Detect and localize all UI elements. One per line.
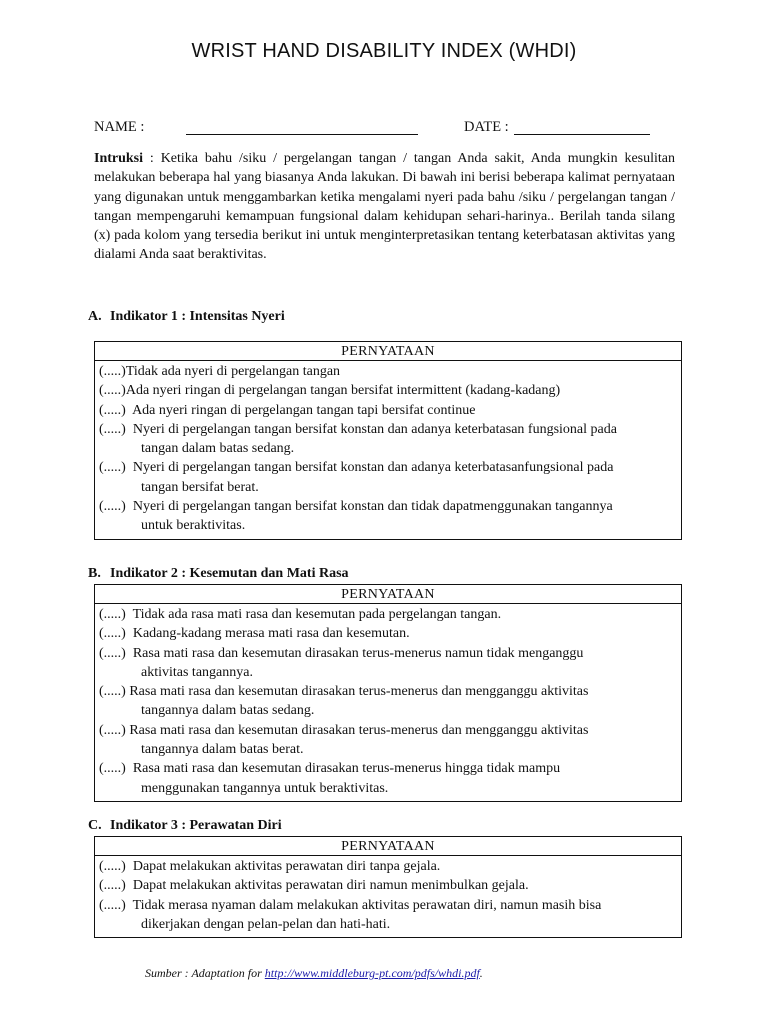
checkbox-placeholder[interactable]: (.....) — [99, 607, 126, 622]
statement-text-cont: tangan bersifat berat. — [141, 479, 259, 495]
date-label: DATE : — [464, 119, 509, 135]
statement-option[interactable] — [99, 401, 674, 420]
statement-text: Rasa mati rasa dan kesemutan dirasakan terus-menerus hingga tidak mampu — [132, 761, 561, 777]
section-title: Indikator 3 : Perawatan Diri — [110, 818, 282, 833]
checkbox-placeholder[interactable]: (.....) — [99, 897, 126, 913]
name-field[interactable] — [186, 134, 418, 135]
checkbox-placeholder[interactable]: (.....) — [99, 402, 126, 418]
checkbox-placeholder[interactable]: (.....) — [99, 626, 126, 642]
section-title: Indikator 1 : Intensitas Nyeri — [110, 309, 285, 324]
statement-text: Nyeri di pergelangan tangan bersifat konstan dan adanya keterbatasanfungsional pada — [132, 460, 614, 476]
statement-option[interactable] — [99, 896, 674, 935]
statement-option[interactable] — [99, 458, 674, 497]
statement-text-cont: tangannya dalam batas berat. — [141, 742, 304, 758]
checkbox-placeholder[interactable]: (.....) — [99, 499, 126, 515]
statement-text-cont: tangannya dalam batas sedang. — [141, 703, 315, 719]
statement-option[interactable] — [99, 497, 674, 536]
statement-text-cont: tangan dalam batas sedang. — [141, 441, 295, 457]
statement-list — [95, 604, 682, 802]
checkbox-placeholder[interactable]: (.....) — [99, 722, 126, 738]
statement-option[interactable] — [99, 876, 674, 895]
statement-text: Tidak merasa nyaman dalam melakukan aktivitas perawatan diri, namun masih bisa — [132, 897, 602, 913]
statement-text: Dapat melakukan aktivitas perawatan diri tanpa gejala. — [132, 859, 441, 874]
checkbox-placeholder[interactable]: (.....) — [99, 364, 126, 379]
column-header: PERNYATAAN — [95, 342, 682, 361]
statement-text: Rasa mati rasa dan kesemutan dirasakan terus-menerus namun tidak menganggu — [132, 645, 584, 661]
statement-option[interactable] — [99, 682, 674, 721]
source-citation — [145, 966, 483, 981]
source-prefix: Sumber : Adaptation for — [145, 966, 265, 980]
statement-option[interactable] — [99, 857, 674, 876]
column-header: PERNYATAAN — [95, 585, 682, 604]
checkbox-placeholder[interactable]: (.....) — [99, 684, 126, 700]
statement-option[interactable] — [99, 605, 674, 624]
statement-option[interactable] — [99, 420, 674, 459]
statement-text-cont: aktivitas tangannya. — [141, 664, 253, 680]
section-b-table — [94, 584, 682, 802]
statement-text: Dapat melakukan aktivitas perawatan diri namun menimbulkan gejala. — [132, 878, 529, 894]
checkbox-placeholder[interactable]: (.....) — [99, 878, 126, 894]
checkbox-placeholder[interactable]: (.....) — [99, 383, 126, 399]
checkbox-placeholder[interactable]: (.....) — [99, 645, 126, 661]
section-b-heading — [88, 566, 349, 582]
statement-text: Nyeri di pergelangan tangan bersifat konstan dan adanya keterbatasan fungsional pada — [132, 421, 617, 437]
statement-text: Nyeri di pergelangan tangan bersifat konstan dan tidak dapatmenggunakan tangannya — [132, 499, 613, 515]
statement-option[interactable] — [99, 759, 674, 798]
statement-option[interactable] — [99, 624, 674, 643]
statement-text-cont: dikerjakan dengan pelan-pelan dan hati-hati. — [141, 916, 391, 932]
checkbox-placeholder[interactable]: (.....) — [99, 460, 126, 476]
statement-text-cont: untuk beraktivitas. — [141, 518, 246, 534]
page-title: WRIST HAND DISABILITY INDEX (WHDI) — [191, 40, 577, 62]
statement-text: Rasa mati rasa dan kesemutan dirasakan terus-menerus dan mengganggu aktivitas — [129, 722, 589, 738]
statement-option[interactable] — [99, 721, 674, 760]
statement-text: Ada nyeri ringan di pergelangan tangan tapi bersifat continue — [132, 402, 476, 418]
statement-list — [95, 361, 682, 540]
section-a-table — [94, 341, 682, 540]
section-c-heading — [88, 818, 282, 834]
source-link[interactable]: http://www.middleburg-pt.com/pdfs/whdi.pdf — [264, 966, 480, 980]
checkbox-placeholder[interactable]: (.....) — [99, 761, 126, 777]
instructions-paragraph — [94, 149, 675, 265]
statement-text: Tidak ada nyeri di pergelangan tangan — [125, 364, 341, 379]
column-header: PERNYATAAN — [95, 837, 682, 856]
statement-text: Ada nyeri ringan di pergelangan tangan bersifat intermittent (kadang-kadang) — [125, 383, 561, 399]
statement-text: Rasa mati rasa dan kesemutan dirasakan terus-menerus dan mengganggu aktivitas — [129, 684, 589, 700]
section-c-table — [94, 836, 682, 938]
statement-list — [95, 856, 682, 938]
name-date-row — [94, 119, 684, 139]
checkbox-placeholder[interactable]: (.....) — [99, 859, 126, 874]
instructions-text: : Ketika bahu /siku / pergelangan tangan / tangan Anda sakit, Anda mungkin kesulitan melakukan beberapa hal yang biasanya Anda lakukan. Di bawah ini berisi beberapa kalimat pernyataan yang digunakan untuk menggambarkan ketika mengalami nyeri pada bahu /siku / pergelangan tangan / tangan mempengaruhi kemampuan fungsional dalam kehidupan sehari-harinya.. Berilah tanda silang (x) pada kolom yang tersedia berikut ini untuk menginterpretasikan tentang keterbatasan aktivitas yang dialami Anda saat beraktivitas. — [94, 151, 675, 263]
checkbox-placeholder[interactable]: (.....) — [99, 421, 126, 437]
statement-text: Kadang-kadang merasa mati rasa dan kesemutan. — [132, 626, 410, 642]
section-letter: C. — [88, 818, 102, 833]
statement-text: Tidak ada rasa mati rasa dan kesemutan pada pergelangan tangan. — [132, 607, 502, 622]
section-letter: B. — [88, 566, 101, 581]
statement-option[interactable] — [99, 381, 674, 400]
section-letter: A. — [88, 309, 102, 324]
section-a-heading — [88, 309, 285, 325]
statement-option[interactable] — [99, 362, 674, 381]
statement-text-cont: menggunakan tangannya untuk beraktivitas. — [141, 780, 389, 796]
instructions-label: Intruksi — [94, 151, 144, 166]
source-suffix: . — [479, 966, 483, 980]
statement-option[interactable] — [99, 644, 674, 683]
name-label: NAME : — [94, 119, 145, 135]
date-field[interactable] — [514, 134, 650, 135]
section-title: Indikator 2 : Kesemutan dan Mati Rasa — [110, 566, 349, 581]
